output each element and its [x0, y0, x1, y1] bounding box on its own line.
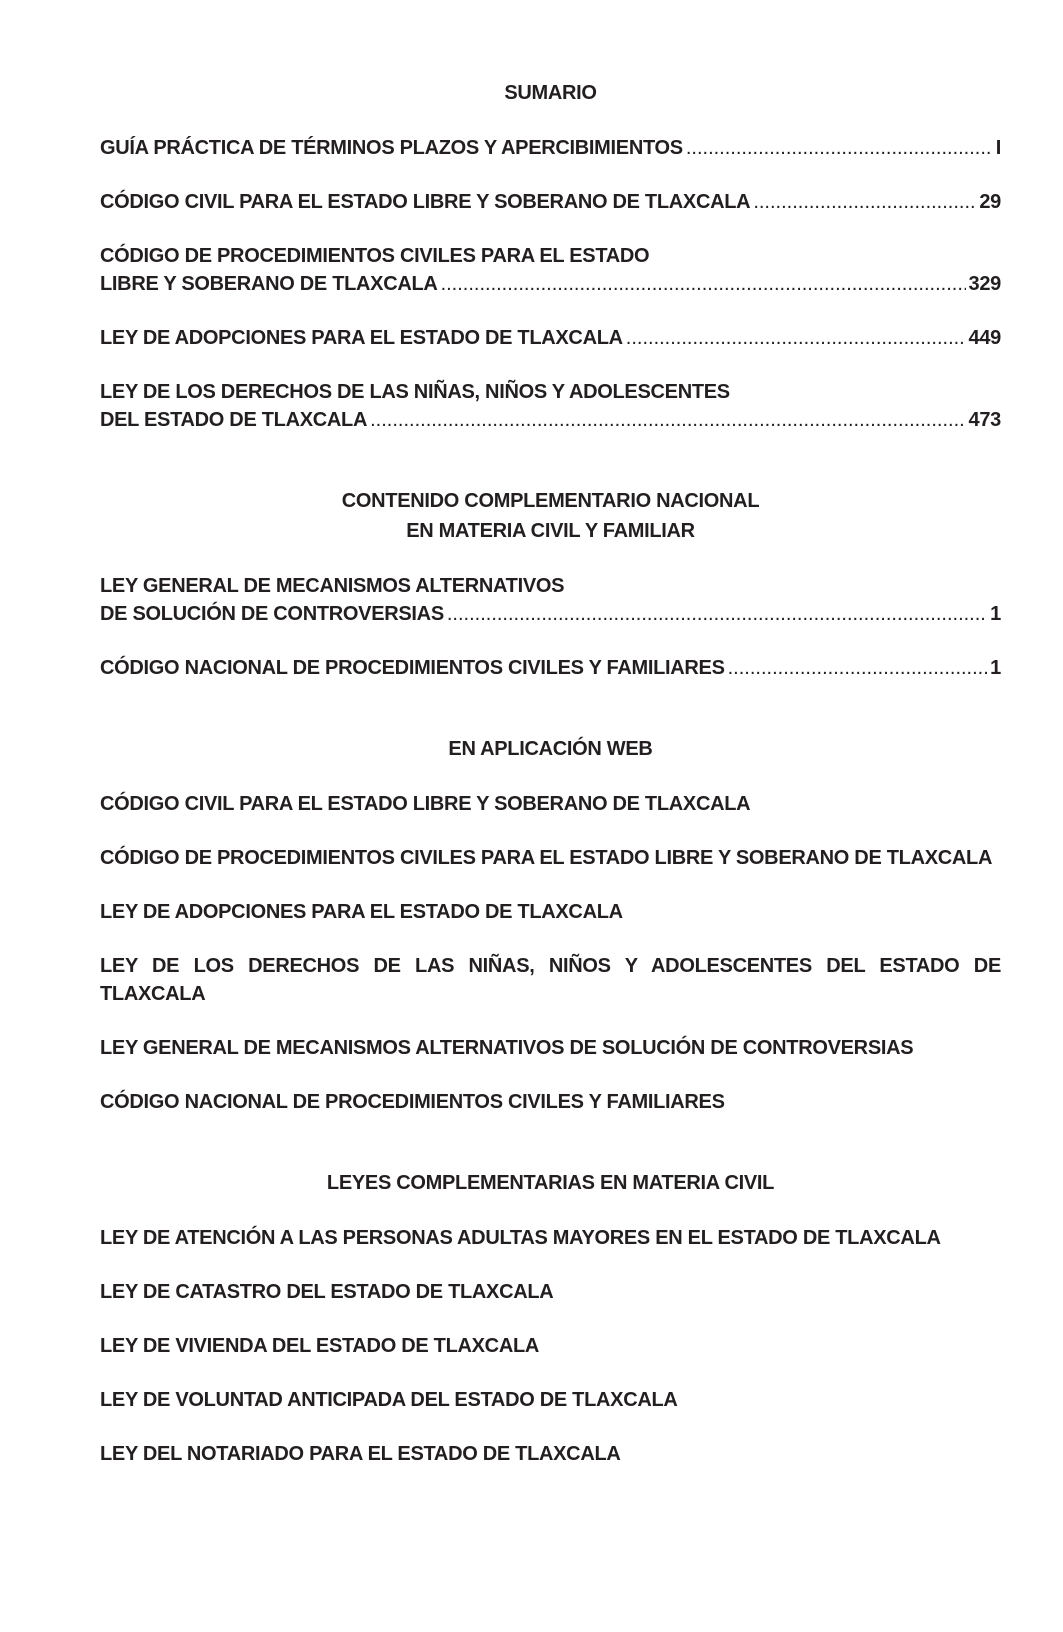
toc-entry-line	[100, 654, 1001, 682]
toc-entry	[100, 188, 1001, 216]
section-heading-web: EN APLICACIÓN WEB	[448, 738, 653, 760]
section-heading-line: EN MATERIA CIVIL Y FAMILIAR	[406, 520, 695, 542]
toc-entry-line	[100, 270, 1001, 298]
toc-page-number: 329	[968, 273, 1001, 295]
toc-entry-line	[100, 406, 1001, 434]
toc-entry-title: CÓDIGO CIVIL PARA EL ESTADO LIBRE Y SOBERANO DE TLAXCALA	[100, 191, 751, 213]
list-item: LEY DEL NOTARIADO PARA EL ESTADO DE TLAXCALA	[100, 1443, 621, 1465]
toc-entry	[100, 324, 1001, 352]
toc-entry	[100, 378, 1001, 434]
leader-dots	[626, 324, 966, 352]
toc-page-number: I	[995, 137, 1001, 159]
toc-page-number: 473	[968, 409, 1001, 431]
toc-entry-title: LEY DE ADOPCIONES PARA EL ESTADO DE TLAXCALA	[100, 327, 623, 349]
list-item: LEY DE CATASTRO DEL ESTADO DE TLAXCALA	[100, 1281, 554, 1303]
toc-entry	[100, 654, 1001, 682]
list-item: LEY DE VOLUNTAD ANTICIPADA DEL ESTADO DE TLAXCALA	[100, 1389, 678, 1411]
section-heading-leyes: LEYES COMPLEMENTARIAS EN MATERIA CIVIL	[326, 1172, 775, 1194]
toc-entry-title-line: LEY GENERAL DE MECANISMOS ALTERNATIVOS	[100, 575, 565, 597]
toc-entry	[100, 134, 1001, 162]
toc-entry	[100, 242, 1001, 298]
leader-dots	[686, 134, 993, 162]
list-item: LEY DE ATENCIÓN A LAS PERSONAS ADULTAS MAYORES EN EL ESTADO DE TLAXCALA	[100, 1227, 941, 1249]
toc-entry-title: CÓDIGO NACIONAL DE PROCEDIMIENTOS CIVILES Y FAMILIARES	[100, 657, 725, 679]
leader-dots	[728, 654, 988, 682]
toc-entry-line	[100, 134, 1001, 162]
toc-entry-line	[100, 600, 1001, 628]
list-item: CÓDIGO NACIONAL DE PROCEDIMIENTOS CIVILES Y FAMILIARES	[100, 1091, 725, 1113]
section-heading-line: CONTENIDO COMPLEMENTARIO NACIONAL	[341, 490, 760, 512]
section-heading-sumario: SUMARIO	[504, 82, 597, 104]
toc-entry-line	[100, 324, 1001, 352]
list-item: LEY GENERAL DE MECANISMOS ALTERNATIVOS DE SOLUCIÓN DE CONTROVERSIAS	[100, 1037, 914, 1059]
leader-dots	[441, 270, 966, 298]
list-item: LEY DE ADOPCIONES PARA EL ESTADO DE TLAXCALA	[100, 901, 623, 923]
toc-entry	[100, 572, 1001, 628]
leader-dots	[447, 600, 987, 628]
toc-entry-title-line: CÓDIGO DE PROCEDIMIENTOS CIVILES PARA EL ESTADO	[100, 245, 650, 267]
toc-page-number: 1	[990, 657, 1001, 679]
toc-entry-line	[100, 188, 1001, 216]
list-item: CÓDIGO DE PROCEDIMIENTOS CIVILES PARA EL ESTADO LIBRE Y SOBERANO DE TLAXCALA	[100, 847, 993, 869]
toc-page-number: 29	[979, 191, 1001, 213]
list-item: CÓDIGO CIVIL PARA EL ESTADO LIBRE Y SOBERANO DE TLAXCALA	[100, 793, 751, 815]
toc-entry-title: DE SOLUCIÓN DE CONTROVERSIAS	[100, 603, 444, 625]
section-heading-nacional	[100, 486, 1001, 546]
leader-dots	[370, 406, 965, 434]
toc-entry-title: LIBRE Y SOBERANO DE TLAXCALA	[100, 273, 438, 295]
toc-entry-title-line: LEY DE LOS DERECHOS DE LAS NIÑAS, NIÑOS Y ADOLESCENTES	[100, 381, 730, 403]
toc-entry-title: GUÍA PRÁCTICA DE TÉRMINOS PLAZOS Y APERCIBIMIENTOS	[100, 137, 683, 159]
toc-entry-title: DEL ESTADO DE TLAXCALA	[100, 409, 368, 431]
leader-dots	[753, 188, 976, 216]
list-item: LEY DE LOS DERECHOS DE LAS NIÑAS, NIÑOS Y ADOLESCENTES DEL ESTADO DE TLAXCALA	[100, 955, 1001, 1005]
toc-page-number: 1	[990, 603, 1001, 625]
list-item: LEY DE VIVIENDA DEL ESTADO DE TLAXCALA	[100, 1335, 540, 1357]
toc-page-number: 449	[968, 327, 1001, 349]
